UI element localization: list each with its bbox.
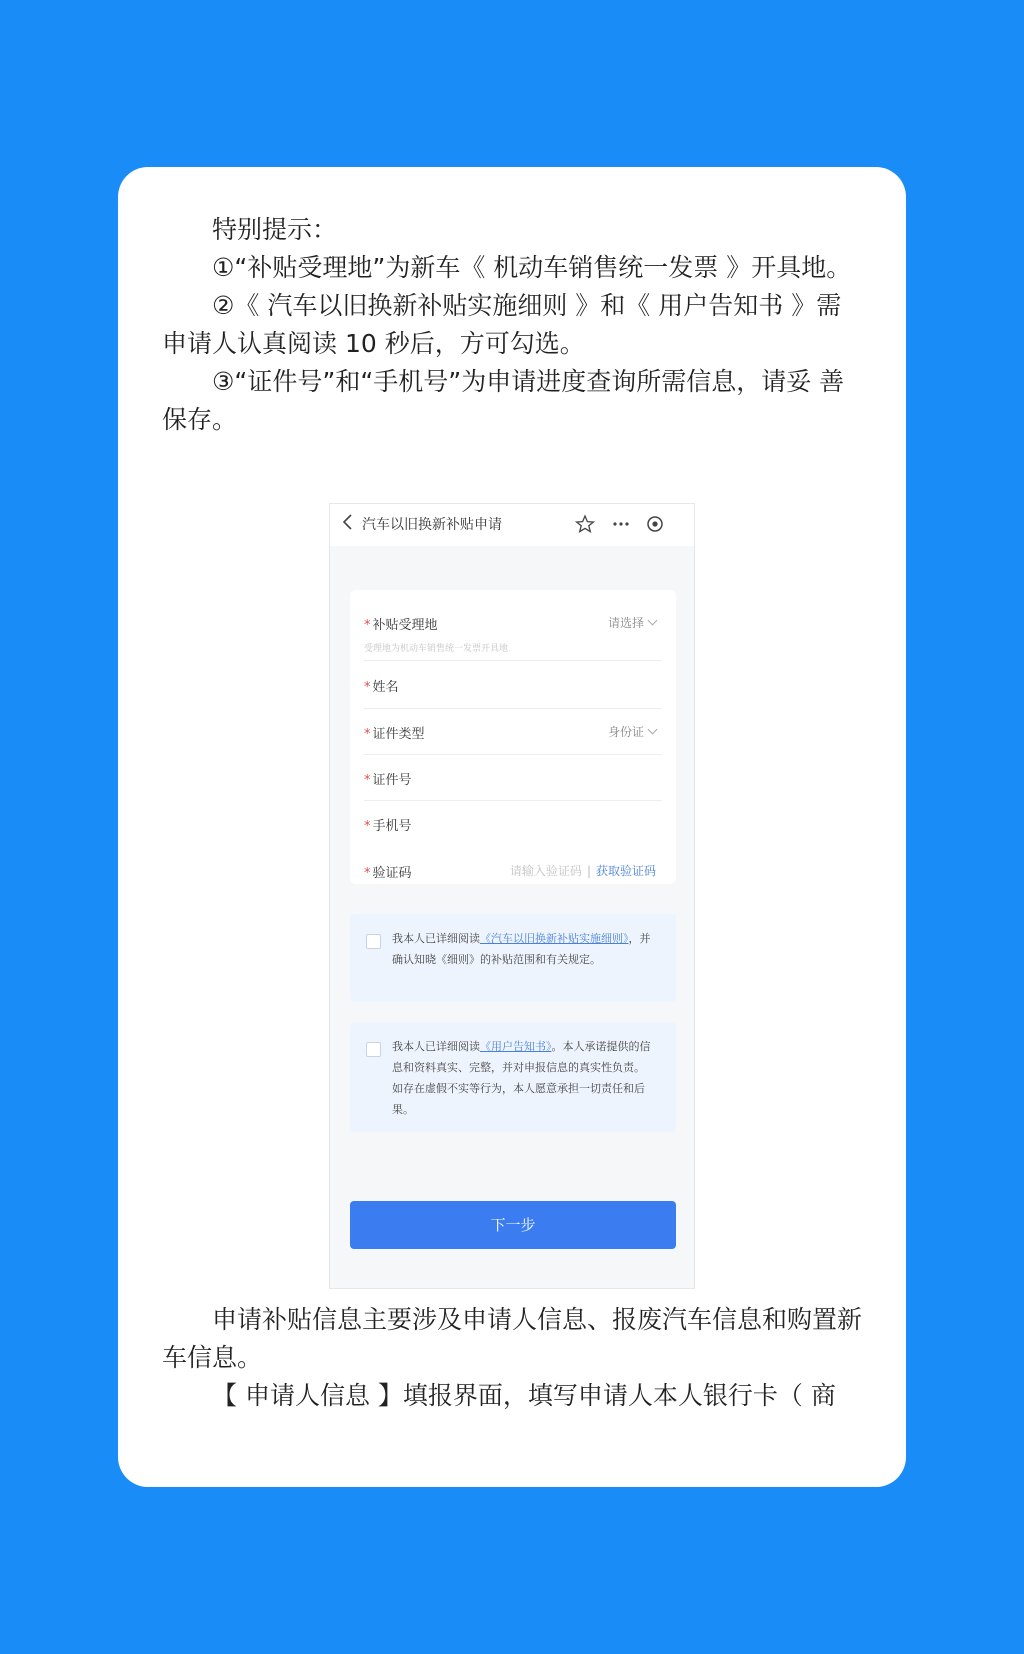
location-label: 补贴受理地 — [372, 618, 438, 633]
close-miniapp-icon[interactable] — [644, 513, 666, 535]
code-label: 验证码 — [372, 866, 412, 881]
back-arrow-icon[interactable] — [338, 512, 358, 532]
code-separator: | — [586, 864, 591, 878]
required-mark: * — [364, 866, 371, 881]
location-hint: 受理地为机动车销售统一发票开具地 — [364, 644, 509, 654]
code-input[interactable]: 请输入验证码 — [509, 864, 582, 878]
name-label: 姓名 — [372, 680, 399, 695]
name-row[interactable] — [364, 676, 662, 695]
divider — [364, 708, 662, 709]
user-notice-link[interactable]: 《用户告知书》 — [480, 1040, 552, 1053]
agreement-rules-prefix: 我本人已详细阅读 — [392, 932, 480, 945]
rules-link[interactable]: 《汽车以旧换新补贴实施细则》 — [480, 932, 629, 945]
id-type-row[interactable] — [364, 723, 662, 742]
divider — [364, 800, 662, 801]
required-mark: * — [364, 618, 371, 633]
app-screenshot — [329, 503, 695, 1289]
divider — [364, 754, 662, 755]
notice-item-3: ③“证件号”和“手机号”为申请进度查询所需信息，请妥 善保存。 — [162, 367, 845, 434]
notice-item-1: ①“补贴受理地”为新车《 机动车销售统一发票 》开具地。 — [212, 253, 852, 282]
more-icon[interactable] — [610, 513, 632, 535]
special-notice — [162, 211, 862, 439]
footer-paragraph-1: 申请补贴信息主要涉及申请人信息、报废汽车信息和购置新车信息。 — [162, 1305, 863, 1372]
location-row[interactable] — [364, 614, 662, 654]
required-mark: * — [364, 680, 371, 695]
location-select[interactable]: 请选择 — [608, 614, 656, 631]
code-controls — [510, 862, 656, 879]
application-form — [350, 590, 676, 884]
id-type-label: 证件类型 — [372, 727, 425, 742]
phone-label: 手机号 — [372, 819, 412, 834]
notice-checkbox[interactable] — [366, 1042, 381, 1057]
get-code-button[interactable]: 获取验证码 — [595, 864, 656, 878]
rules-checkbox[interactable] — [366, 934, 381, 949]
agreement-rules — [350, 914, 676, 1002]
next-step-button[interactable]: 下一步 — [350, 1201, 676, 1249]
agreement-notice-suffix: 。本人承诺提供的信息和资料真实、完整，并对申报信息的真实性负责。如存在虚假不实等行为，本人愿意承担一切责任和后果。 — [392, 1040, 651, 1116]
required-mark: * — [364, 773, 371, 788]
divider — [364, 660, 662, 661]
id-type-select[interactable]: 身份证 — [608, 723, 656, 740]
agreement-notice — [350, 1022, 676, 1132]
id-number-label: 证件号 — [372, 773, 412, 788]
id-number-row[interactable] — [364, 769, 662, 788]
notice-heading: 特别提示： — [212, 215, 338, 244]
notice-item-2: ②《 汽车以旧换新补贴实施细则 》和《 用户告知书 》需申请人认真阅读 10 秒后，方可勾选。 — [162, 291, 842, 358]
app-title: 汽车以旧换新补贴申请 — [362, 517, 502, 533]
agreement-notice-prefix: 我本人已详细阅读 — [392, 1040, 480, 1053]
star-icon[interactable] — [574, 513, 596, 535]
required-mark: * — [364, 727, 371, 742]
agreement-rules-suffix: ，并确认知晓《细则》的补贴范围和有关规定。 — [392, 932, 651, 966]
phone-row[interactable] — [364, 815, 662, 834]
chevron-down-icon — [648, 725, 658, 735]
content-card — [118, 167, 906, 1487]
chevron-down-icon — [648, 616, 658, 626]
footer-paragraph-2: 【 申请人信息 】填报界面，填写申请人本人银行卡（ 商 — [212, 1381, 836, 1410]
required-mark: * — [364, 819, 371, 834]
app-top-bar — [330, 504, 694, 546]
code-row — [364, 862, 662, 881]
footer-text — [162, 1301, 862, 1415]
